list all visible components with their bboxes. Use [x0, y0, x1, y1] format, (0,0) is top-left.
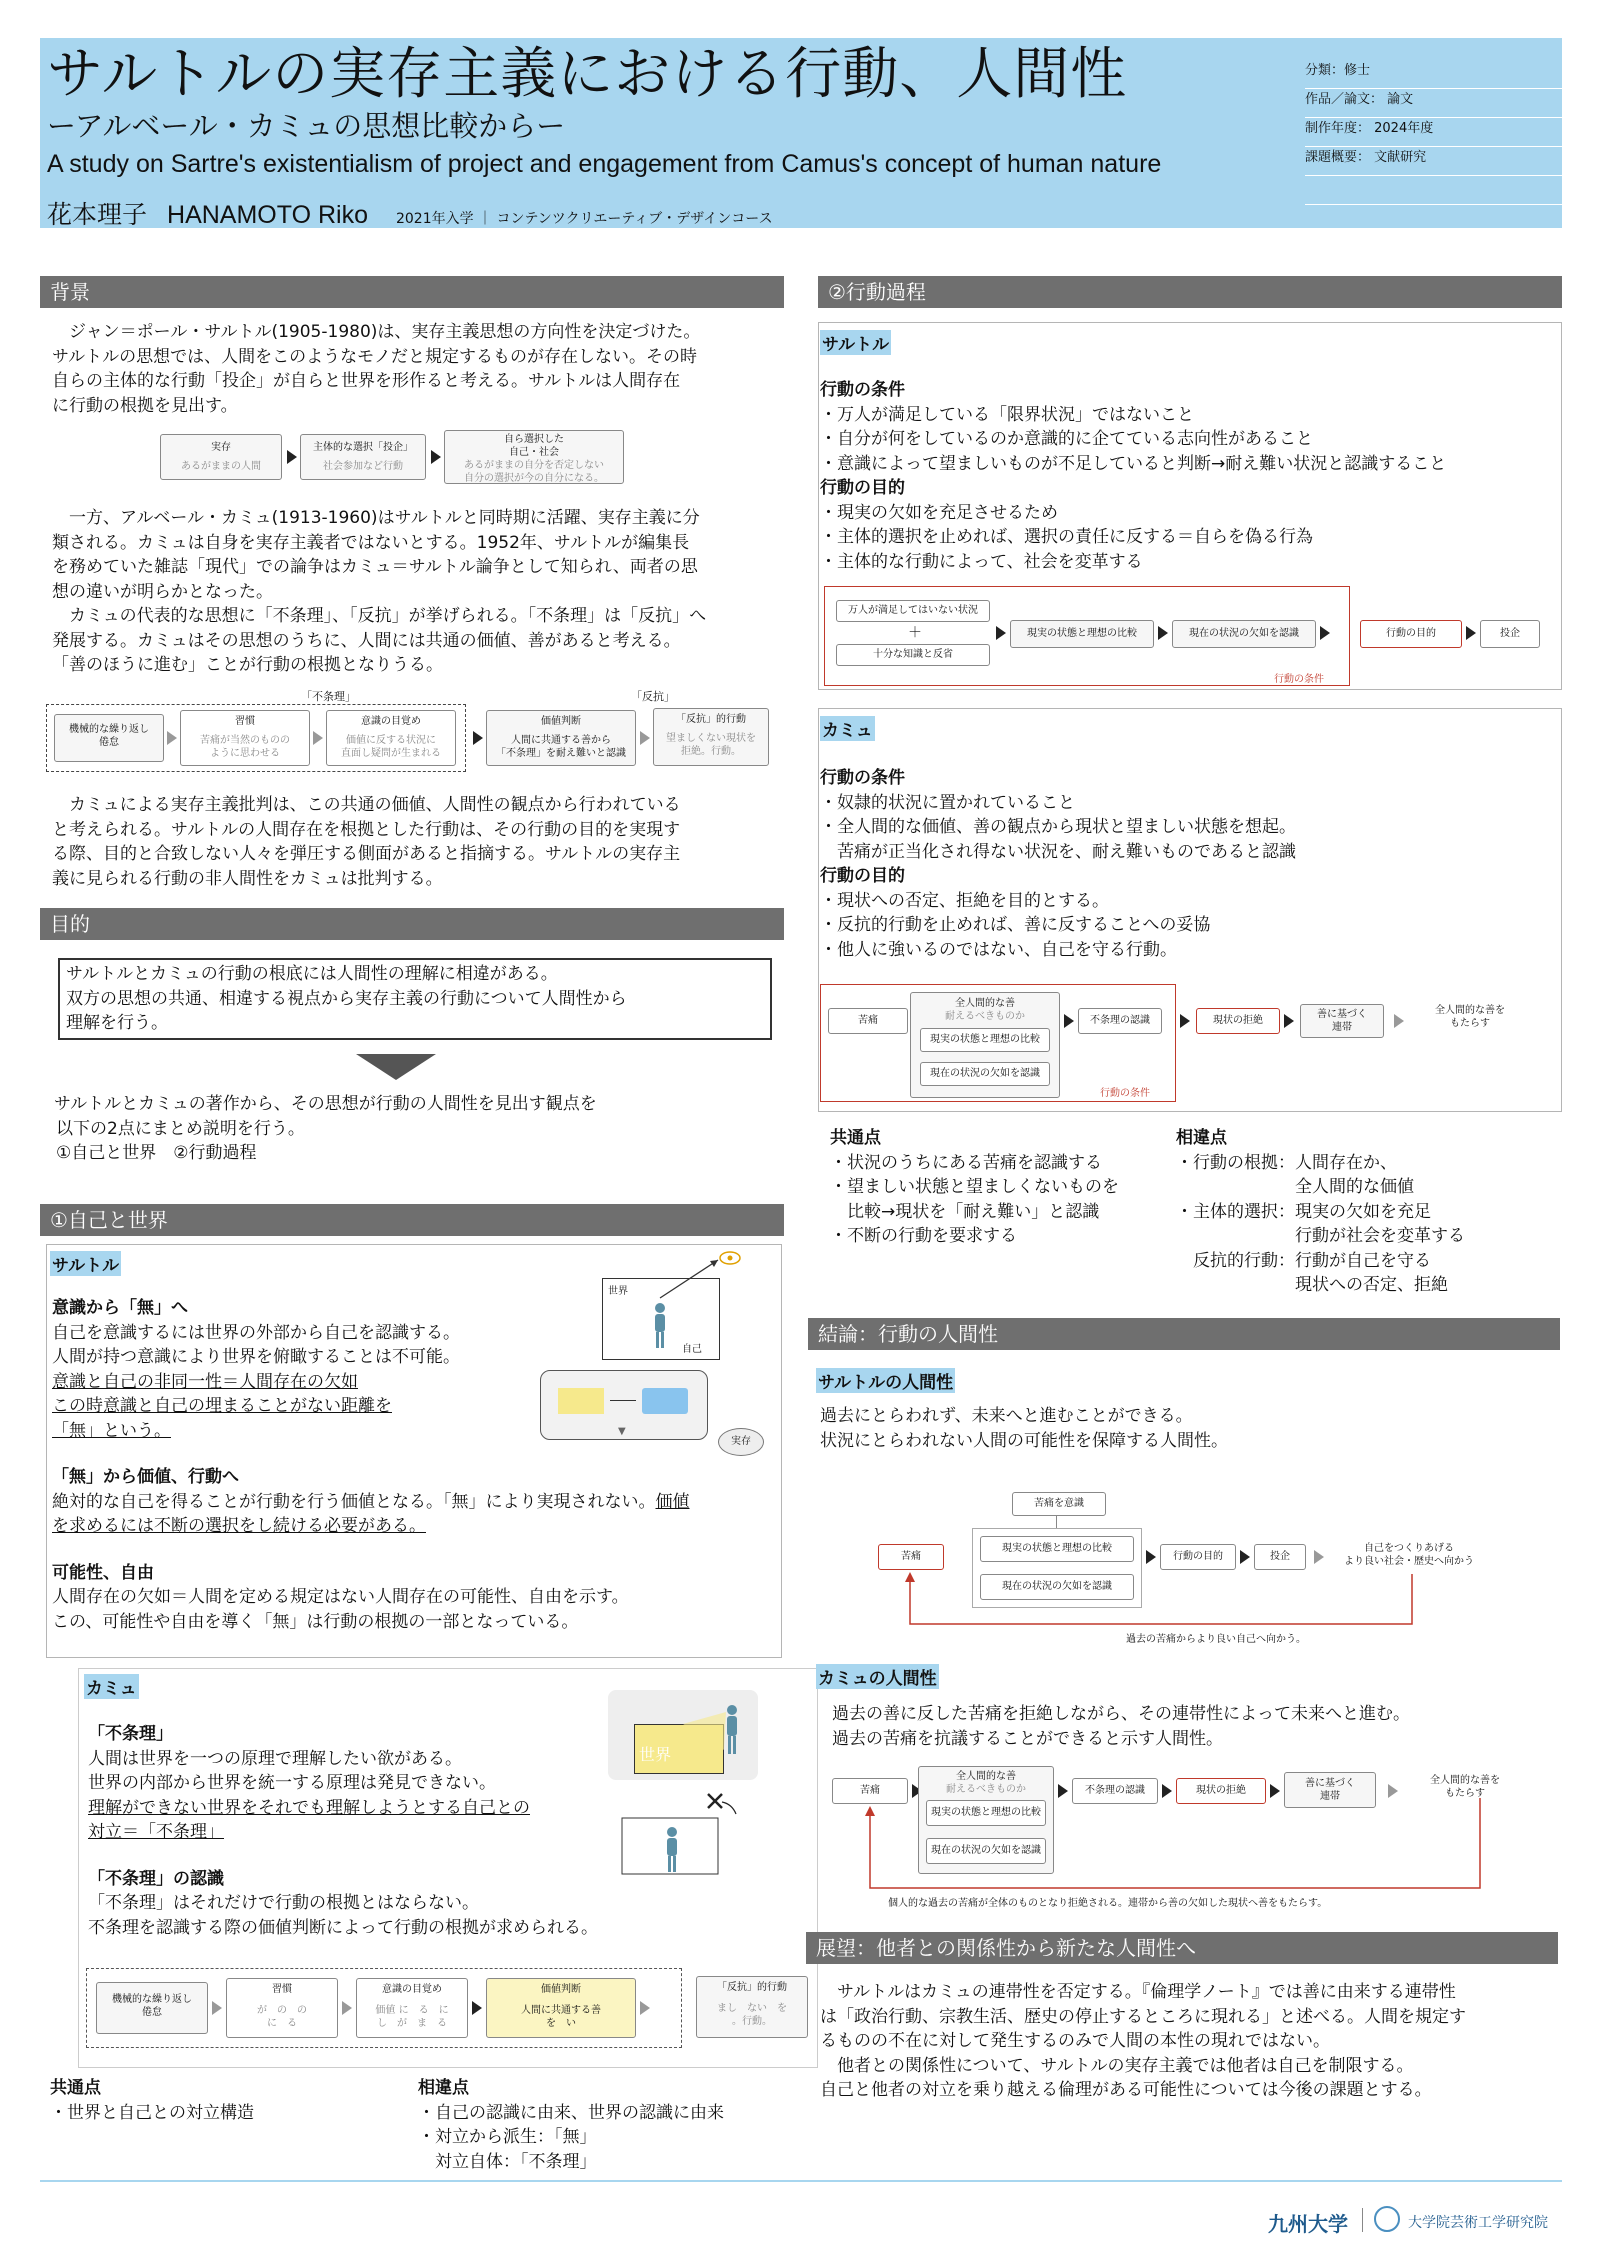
page-title: サルトルの実存主義における行動、人間性 — [47, 42, 1128, 107]
flow-box-value-judgment: 価値判断 人間に共通する善から 「不条理」を耐え難いと認識 — [486, 710, 636, 766]
flow-box-absurd-recognition: 不条理の認識 — [1078, 1008, 1162, 1034]
meta-summary: 課題概要： 文献研究 — [1305, 147, 1562, 176]
meta-year: 制作年度： 2024年度 — [1305, 118, 1562, 147]
diagram-camus-humanity — [830, 1764, 1560, 1914]
background-p1: ジャン＝ポール・サルトル(1905-1980)は、実存主義思想の方向性を決定づけた。 サルトルの思想では、人間をこのようなモノだと規定するものが存在しない。その時 自らの主体的な行動「投企」が自らと世界を形作ると考える。サルトルは人間存在 に行動の根拠を見出す。 — [52, 322, 701, 416]
self-world-common: 共通点 ・世界と自己との対立構造 — [50, 2078, 254, 2123]
sartre-label: サルトル — [50, 1251, 121, 1276]
flow-text-good-h: 全人間的な善を もたらす — [1430, 1775, 1500, 1799]
footer-rule — [40, 2180, 1562, 2182]
purpose-after: サルトルとカミュの著作から、その思想が行動の人間性を見出す観点を 以下の2点にまとめ説明を行う。 ①自己と世界 ②行動過程 — [54, 1094, 597, 1163]
consciousness-block — [558, 1388, 604, 1414]
caption-conditions-c: 行動の条件 — [1100, 1088, 1150, 1099]
flow-box-project: 投企 — [1480, 620, 1540, 648]
arrow-icon — [1064, 1014, 1074, 1028]
flow-text-self-build: 自己をつくりあげる より良い社会・歴史へ向かう — [1344, 1543, 1474, 1567]
fig-world-label: 世界 — [608, 1286, 628, 1297]
caption-sartre-humanity: 過去の苦痛からより良い自己へ向かう。 — [1126, 1634, 1306, 1645]
arrow-icon — [313, 731, 323, 745]
flow-box-goal-s: 行動の目的 — [1160, 1544, 1236, 1570]
self-world-diff: 相違点 ・自己の認識に由来、世界の認識に由来 ・対立から派生：「無」 対立自体：「不条理」 — [418, 2078, 724, 2172]
arrow-icon — [431, 450, 441, 464]
flow-box-pain: 苦痛 — [828, 1008, 908, 1034]
arrow-icon — [640, 2001, 650, 2015]
footer-university: 九州大学 — [1268, 2212, 1348, 2236]
flow-box-revolt-action: 「反抗」的行動 望ましくない現状を 拒絶。行動。 — [653, 708, 769, 766]
flow-group-good: 全人間的な善 耐えるべきものか — [910, 992, 1060, 1098]
arrow-icon — [212, 2001, 222, 2015]
section-purpose-heading: 目的 — [40, 908, 784, 940]
camus-humanity-text: 過去の善に反した苦痛を拒絶しながら、その連帯性によって未来へと進む。 過去の苦痛を抗議することができると示す人間性。 — [832, 1704, 1410, 1749]
purpose-box: サルトルとカミュの行動の根底には人間性の理解に相違がある。 双方の思想の共通、相違する視点から実存主義の行動について人間性から 理解を行う。 — [58, 958, 772, 1040]
down-arrow-icon — [356, 1054, 436, 1080]
flow-box-revolt-action-2: 「反抗」的行動 まし ない を 。行動。 — [696, 1976, 808, 2038]
arrow-icon — [1320, 626, 1330, 640]
arrow-icon — [640, 731, 650, 745]
diagram-camus-absurd — [46, 688, 776, 780]
arrow-icon — [287, 450, 297, 464]
background-p3: カミュによる実存主義批判は、この共通の価値、人間性の観点から行われている と考えられる。サルトルの人間存在を根拠とした行動は、その行動の目的を実現す る際、目的と合致しない人々を弾圧する側面があると指摘する。サルトルの実存主 義に見られる行動の非人間性をカミュは批判する。 — [52, 795, 681, 889]
section-process-heading: ②行動過程 — [818, 276, 1562, 308]
flow-box-repetition-2: 機械的な繰り返し 倦怠 — [96, 1982, 208, 2034]
self-world-sartre-text: 意識から「無」へ 自己を意識するには世界の外部から自己を認識する。 人間が持つ意識により世界を俯瞰することは不可能。 意識と自己の非同一性＝人間存在の欠如 この時意識と自己の埋まることがない距離を 「無」という。 「無」から価値、行動へ 絶対的な自己を得ることが行動を行う価値となる。「無」により実現されない。価値 を求めるには不断の選択をし続ける必要がある。 可能性、自由 人間存在の欠如＝人間を定める規定はない人間存在の可能性、自由を示す。 この、可能性や自由を導く「無」は行動の根拠の一部となっている。 — [52, 1298, 690, 1632]
flow-box-chosen-self: 自ら選択した 自己・社会 あるがままの自分を否定しない 自分の選択が今の自分になる。 — [444, 430, 624, 484]
flow-box-goal: 行動の目的 — [1360, 620, 1462, 648]
flow-box-knowledge: 十分な知識と反省 — [836, 644, 990, 666]
fig-world2-label: 世界 — [634, 1724, 724, 1774]
diagram-sartre-humanity — [876, 1488, 1556, 1648]
person-cross-icon — [608, 1690, 758, 1890]
meta-box — [1305, 60, 1562, 205]
flow-box-solidarity-h: 善に基づく 連帯 — [1284, 1772, 1376, 1808]
author-jp: 花本理子 — [47, 200, 148, 229]
flow-box-absurd-h: 不条理の認識 — [1072, 1778, 1158, 1804]
flow-box-compare-s: 現実の状態と理想の比較 — [980, 1536, 1134, 1562]
label-absurd: 「不条理」 — [301, 690, 356, 703]
person-eye-icon — [600, 1248, 780, 1368]
meta-category: 分類：修士 — [1305, 60, 1562, 89]
arrow-icon — [1466, 626, 1476, 640]
arrow-icon — [167, 731, 177, 745]
arrow-icon — [996, 626, 1006, 640]
arrow-icon — [342, 2001, 352, 2015]
flow-box-compare: 現実の状態と理想の比較 — [1010, 620, 1154, 648]
school-logo-icon — [1374, 2206, 1400, 2232]
flow-box-compare-c: 現実の状態と理想の比較 — [920, 1028, 1050, 1052]
flow-group-good-h: 全人間的な善 耐えるべきものか — [918, 1766, 1054, 1874]
exist-bubble: 実存 — [718, 1428, 764, 1456]
flow-box-repetition: 機械的な繰り返し 倦怠 — [54, 714, 164, 762]
flow-box-reject: 現状の拒絶 — [1196, 1008, 1280, 1034]
author-meta: 2021年入学 ｜ コンテンツクリエーティブ・デザインコース — [395, 211, 773, 227]
arrow-icon — [472, 2001, 482, 2015]
flow-box-habit: 習慣 苦痛が当然のものの ように思わせる — [180, 710, 310, 766]
flow-box-not-satisfied: 万人が満足してはいない状況 — [836, 600, 990, 622]
page-subtitle: ーアルベール・カミュの思想比較からー — [47, 109, 566, 143]
prospect-text: サルトルはカミュの連帯性を否定する。『倫理学ノート』では善に由来する連帯性 は「政治行動、宗教生活、歴史の停止するところに現れる」と述べる。人間を規定す るものの不在に対して発生するのみで人間の本性の現れではない。 他者との関係性について、サルトルの実存主義では他者は自己を制限する。 自己と他者の対立を乗り越える倫理がある可能性については今後の課題とする。 — [820, 1982, 1466, 2100]
sartre-humanity-text: 過去にとらわれず、未来へと進むことができる。 状況にとらわれない人間の可能性を保障する人間性。 — [820, 1406, 1228, 1451]
flow-box-habit-2: 習慣 が の の に る — [226, 1978, 338, 2038]
section-background-heading: 背景 — [40, 276, 784, 308]
section-prospect-heading: 展望：他者との関係性から新たな人間性へ — [806, 1932, 1558, 1964]
loop-arrow-icon — [830, 1764, 1560, 1914]
flow-box-awakening: 意識の目覚め 価値に反する状況に 直面し疑問が生まれる — [326, 710, 456, 766]
label-revolt: 「反抗」 — [631, 690, 675, 703]
diagram-sartre-existence — [160, 430, 640, 490]
figure-existence-gap: ▼ 実存 — [540, 1370, 780, 1470]
caption-camus-humanity: 個人的な過去の苦痛が全体のものとなり拒絶される。連帯から善の欠如した現状へ善をもたらす。 — [888, 1898, 1328, 1909]
flow-box-recognize-lack: 現在の状況の欠如を認識 — [1172, 620, 1316, 648]
flow-box-solidarity: 善に基づく 連帯 — [1300, 1004, 1384, 1038]
figure-world-confront — [608, 1690, 758, 1890]
diagram-camus-absurd-2 — [86, 1968, 816, 2058]
flow-box-aware-pain: 苦痛を意識 — [1012, 1492, 1106, 1516]
flow-box-project-s: 投企 — [1254, 1544, 1306, 1570]
flow-box-existence: 実存 あるがままの人間 — [160, 434, 282, 480]
flow-box-compare-h: 現実の状態と理想の比較 — [926, 1800, 1046, 1826]
flow-box-pain-s: 苦痛 — [878, 1544, 944, 1570]
flow-box-reject-h: 現状の拒絶 — [1176, 1778, 1266, 1804]
caption-conditions: 行動の条件 — [1274, 674, 1324, 685]
background-p2: 一方、アルベール・カミュ(1913-1960)はサルトルと同時期に活躍、実存主義に分 類される。カミュは自身を実存主義者ではないとする。1952年、サルトルが編集長 を務めていた雑誌「現代」での論争はカミュ＝サルトル論争として知られ、両者の思 想の違いが明らかとなった。 カミュの代表的な思想に「不条理」、「反抗」が挙げられる。「不条理」は「反抗」へ 発展する。カミュはその思想のうちに、人間には共通の価値、善があると考える。 「善のほうに進む」ことが行動の根拠となりうる。 — [52, 508, 707, 675]
flow-box-pain-h: 苦痛 — [832, 1778, 908, 1804]
fig-self-label: 自己 — [682, 1344, 702, 1355]
self-world-camus-text: 「不条理」 人間は世界を一つの原理で理解したい欲がある。 世界の内部から世界を統一する原理は発見できない。 理解ができない世界をそれでも理解しようとする自己との 対立＝「不条理」 「不条理」の認識 「不条理」はそれだけで行動の根拠とはならない。 不条理を認識する際の価値判断によって行動の根拠が求められる。 — [88, 1724, 598, 1938]
arrow-icon — [1394, 1014, 1404, 1028]
process-sartre-label: サルトル — [820, 330, 891, 355]
diagram-camus-process — [820, 984, 1560, 1104]
process-camus-text: 行動の条件 ・奴隷的状況に置かれていること ・全人間的な価値、善の観点から現状と望ましい状態を想起。 苦痛が正当化され得ない状況を、耐え難いものであると認識 行動の目的 ・現状への否定、拒絶を目的とする。 ・反抗的行動を止めれば、善に反することへの妥協 ・他人に強いるのではない、自己を守る行動。 — [820, 768, 1296, 960]
diagram-sartre-process: 万人が満足してはいない状況 ＋ 十分な知識と反省 現実の状態と理想の比較 現在の状況の欠如を認識 行動の目的 投企 行動の条件 — [824, 586, 1558, 686]
flow-box-project: 主体的な選択「投企」 社会参加など行動 — [300, 434, 426, 480]
process-sartre-text: 行動の条件 ・万人が満足している「限界状況」ではないこと ・自分が何をしているのか意識的に企てている志向性があること ・意識によって望ましいものが不足していると判断→耐え難い状況と認識すること 行動の目的 ・現実の欠如を充足させるため ・主体的選択を止めれば、選択の責任に反する＝自らを偽る行為 ・主体的な行動によって、社会を変革する — [820, 380, 1447, 572]
arrow-icon — [1180, 1014, 1190, 1028]
flow-text-good: 全人間的な善を もたらす — [1435, 1005, 1505, 1029]
loop-arrow-icon — [876, 1488, 1556, 1648]
english-title: A study on Sartre's existentialism of project and engagement from Camus's concept of human nature — [47, 150, 1162, 178]
flow-box-lack-s: 現在の状況の欠如を認識 — [980, 1574, 1134, 1600]
section-conclusion-heading: 結論：行動の人間性 — [808, 1318, 1560, 1350]
author-line — [47, 195, 773, 231]
self-block — [642, 1388, 688, 1414]
meta-blank — [1305, 176, 1562, 205]
arrow-icon — [473, 731, 483, 745]
footer-school: 大学院芸術工学研究院 — [1408, 2215, 1548, 2231]
flow-box-recognize-lack-c: 現在の状況の欠如を認識 — [920, 1062, 1050, 1086]
author-en: HANAMOTO Riko — [167, 201, 368, 229]
process-common: 共通点 ・状況のうちにある苦痛を認識する ・望ましい状態と望ましくないものを 比較→現状を「耐え難い」と認識 ・不断の行動を要求する — [830, 1128, 1119, 1246]
flow-box-awakening-2: 意識の目覚め 価値 に る に し が ま る — [356, 1978, 468, 2038]
process-camus-label: カミュ — [820, 716, 875, 741]
camus-label: カミュ — [84, 1674, 139, 1699]
camus-humanity-label: カミュの人間性 — [816, 1664, 939, 1689]
meta-type: 作品／論文： 論文 — [1305, 89, 1562, 118]
figure-world-eye — [600, 1248, 780, 1368]
section-self-world-heading: ①自己と世界 — [40, 1204, 784, 1236]
flow-box-lack-h: 現在の状況の欠如を認識 — [926, 1838, 1046, 1864]
process-diff: 相違点 ・行動の根拠：人間存在か、 全人間的な価値 ・主体的選択：現実の欠如を充足 行動が社会を変革する 反抗的行動：行動が自己を守る 現状への否定、拒絶 — [1176, 1128, 1465, 1295]
arrow-icon — [1158, 626, 1168, 640]
arrow-icon — [1284, 1014, 1294, 1028]
sartre-humanity-label: サルトルの人間性 — [816, 1368, 955, 1393]
flow-box-value-judgment-2: 価値判断 人間に共通する善 を い — [486, 1978, 636, 2038]
